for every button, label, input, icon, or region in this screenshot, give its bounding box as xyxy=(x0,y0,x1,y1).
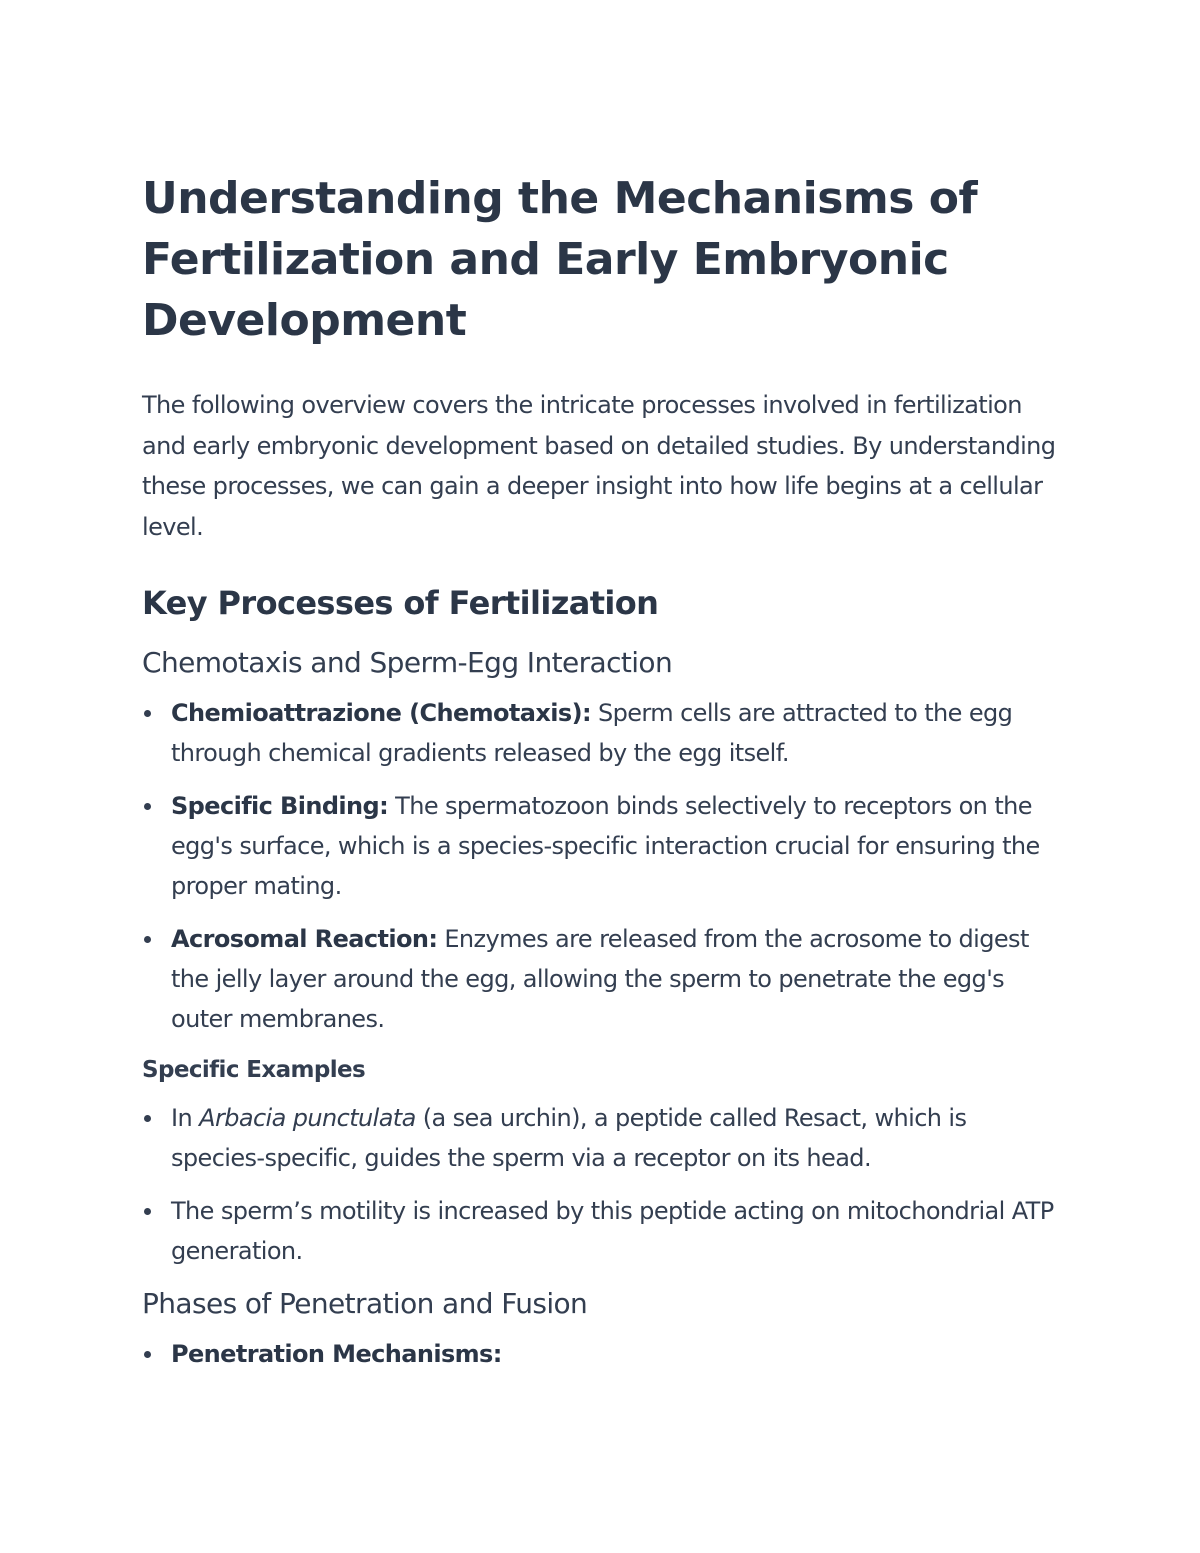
bullet-icon xyxy=(144,1351,151,1358)
examples-list xyxy=(142,1098,1062,1271)
list-item xyxy=(142,919,1062,1039)
bullet-icon xyxy=(144,936,151,943)
list-item-term: Acrosomal Reaction: xyxy=(171,925,438,953)
subsection-heading-chemotaxis: Chemotaxis and Sperm-Egg Interaction xyxy=(142,646,673,679)
list-item-text-post: (a sea urchin), a peptide called Resact, which is species-specific, guides the sperm via a receptor on its head. xyxy=(171,1104,967,1172)
list-item-term: Chemioattrazione (Chemotaxis): xyxy=(171,699,591,727)
list-item xyxy=(142,1098,1062,1178)
list-item-text: Sperm cells are attracted to the egg through chemical gradients released by the egg itself. xyxy=(171,699,1013,767)
bullet-icon xyxy=(144,710,151,717)
list-item-term: Specific Binding: xyxy=(171,792,389,820)
penetration-list xyxy=(142,1334,1062,1374)
list-item xyxy=(142,693,1062,773)
subsection-heading-penetration-fusion: Phases of Penetration and Fusion xyxy=(142,1287,588,1320)
bullet-icon xyxy=(144,1208,151,1215)
list-item-term: Penetration Mechanisms: xyxy=(171,1340,502,1368)
intro-paragraph: The following overview covers the intricate processes involved in fertilization and early embryonic development based on detailed studies. By understanding these processes, we can gain a deeper insight into how life begins at a cellular level. xyxy=(142,391,1056,541)
chemotaxis-list xyxy=(142,693,1062,1039)
list-item xyxy=(142,1191,1062,1271)
section-heading-key-processes: Key Processes of Fertilization xyxy=(142,584,659,622)
list-item-text: Enzymes are released from the acrosome to digest the jelly layer around the egg, allowing the sperm to penetrate the egg's outer membranes. xyxy=(171,925,1029,1033)
bullet-icon xyxy=(144,1115,151,1122)
species-name: Arbacia punctulata xyxy=(199,1104,416,1132)
list-item-text-pre: In xyxy=(171,1104,200,1132)
list-item xyxy=(142,1334,1062,1374)
list-item-text: The sperm’s motility is increased by this peptide acting on mitochondrial ATP generation. xyxy=(171,1197,1054,1265)
page-title: Understanding the Mechanisms of Fertilization and Early Embryonic Development xyxy=(142,173,978,346)
subsection-heading-specific-examples: Specific Examples xyxy=(142,1057,366,1083)
list-item xyxy=(142,786,1062,906)
bullet-icon xyxy=(144,803,151,810)
document-page xyxy=(142,168,1062,1387)
list-item-text: The spermatozoon binds selectively to receptors on the egg's surface, which is a species-specific interaction crucial for ensuring the proper mating. xyxy=(171,792,1040,900)
